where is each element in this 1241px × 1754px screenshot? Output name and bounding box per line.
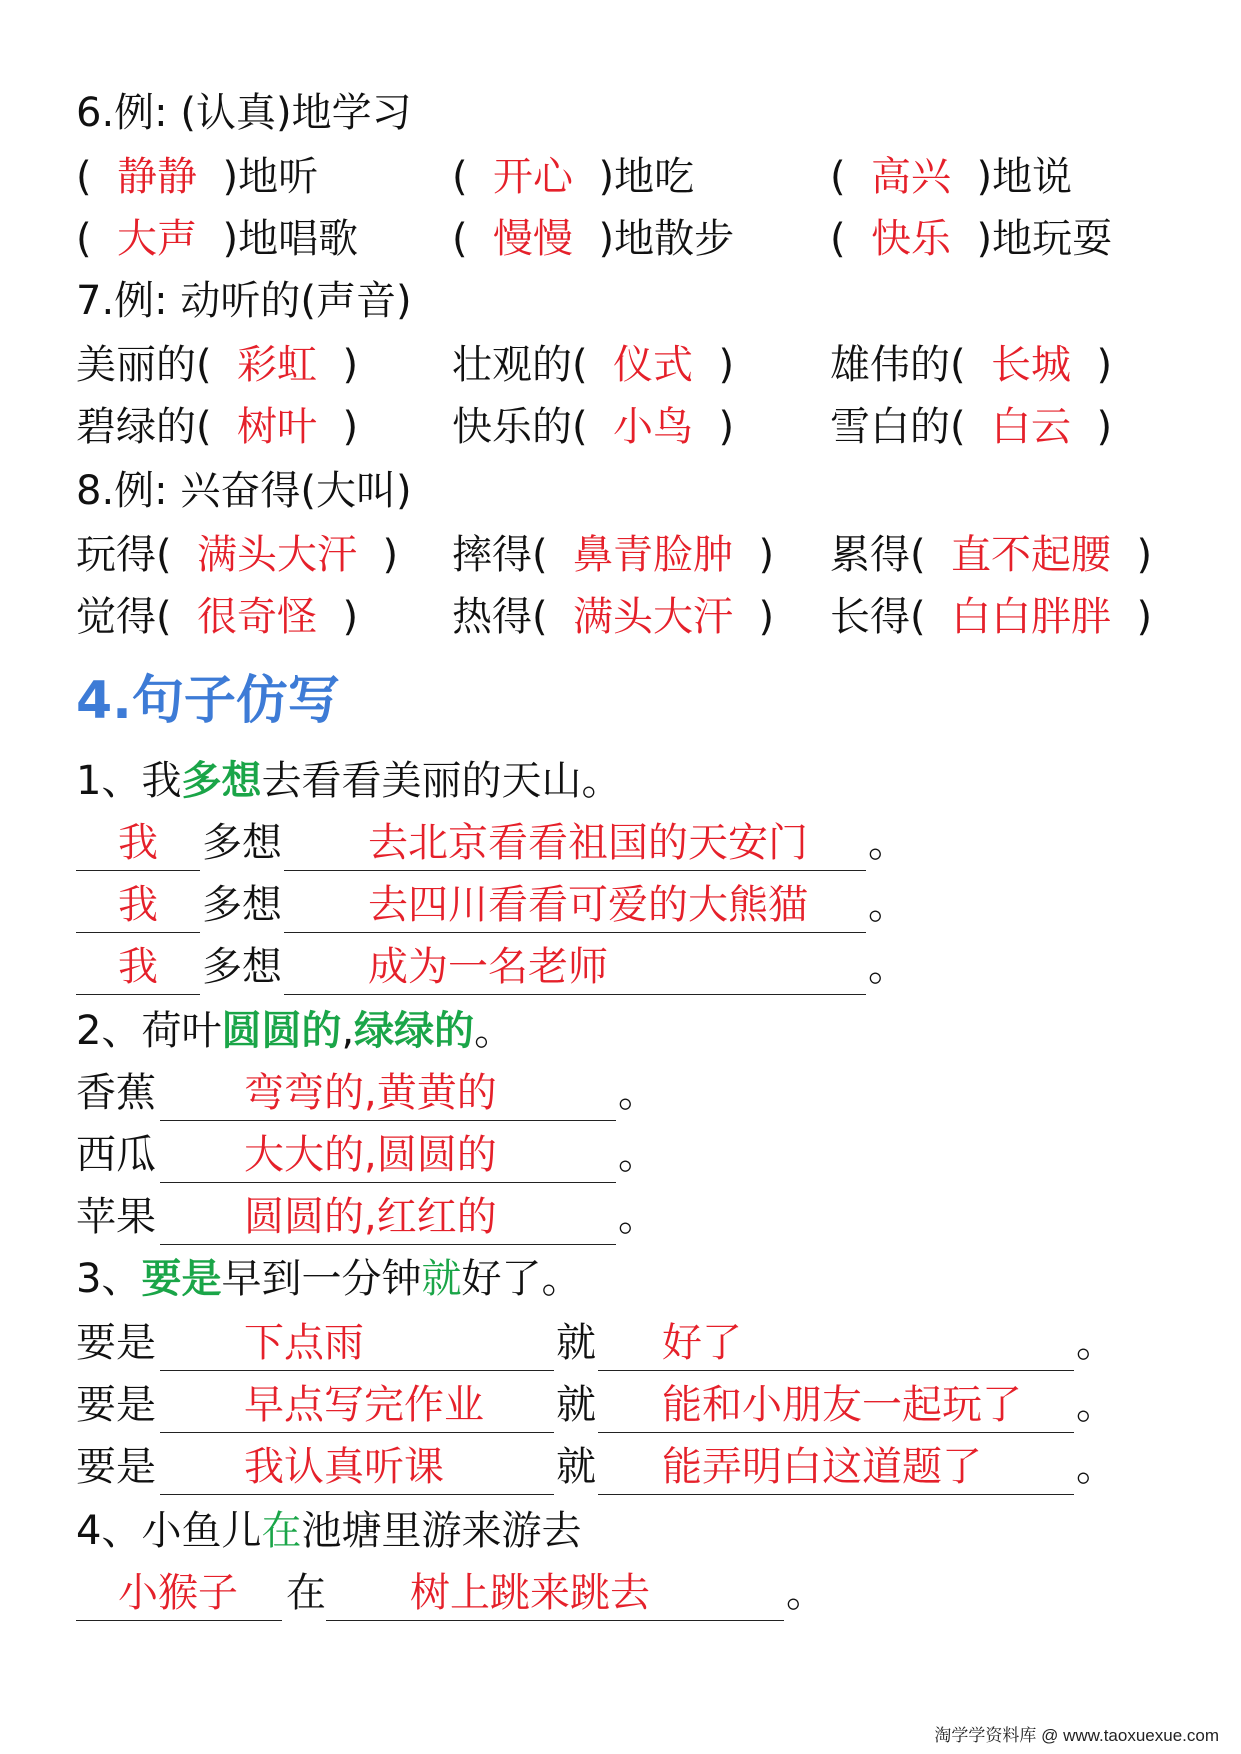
q6-suffix-6: 地玩耍 xyxy=(992,216,1113,262)
s3-blank-b-1[interactable] xyxy=(598,1314,1074,1371)
q8-answer-1: 满头大汗 xyxy=(197,532,358,578)
q7-answer-4: 树叶 xyxy=(237,404,318,450)
s1-answer-b-2: 去四川看看可爱的大熊猫 xyxy=(368,882,808,928)
q8-item-2: 摔得( 鼻青脸肿 ) xyxy=(452,532,775,578)
s3-answer-row-1 xyxy=(0,1314,1241,1372)
s1-answer-a-2: 我 xyxy=(118,882,158,928)
s3-prompt-highlight-1: 要是 xyxy=(141,1256,222,1302)
q7-prefix-3: 雄伟的 xyxy=(830,342,950,388)
q8-item-3: 累得( 直不起腰 ) xyxy=(830,532,1153,578)
s3-label-then-1: 就 xyxy=(556,1320,596,1366)
s1-blank-a-1[interactable] xyxy=(76,814,200,871)
s4-prompt-post: 池塘里游来游去 xyxy=(301,1508,582,1554)
q6-title-row xyxy=(0,84,1241,142)
q6-answer-1: 静静 xyxy=(117,154,198,200)
q6-row-2 xyxy=(0,210,1241,268)
s3-label-then-2: 就 xyxy=(556,1382,596,1428)
s1-answer-a-3: 我 xyxy=(118,944,158,990)
s2-answer-2: 大大的,圆圆的 xyxy=(244,1132,497,1178)
q6-suffix-5: 地散步 xyxy=(614,216,735,262)
s3-answer-b-3: 能弄明白这道题了 xyxy=(662,1444,982,1490)
q8-answer-6: 白白胖胖 xyxy=(951,594,1112,640)
q7-row-1 xyxy=(0,336,1241,394)
s4-prompt-highlight: 在 xyxy=(261,1508,302,1554)
s1-prompt xyxy=(0,752,1241,810)
q7-item-2: 壮观的( 仪式 ) xyxy=(452,342,735,388)
s2-label-2: 西瓜 xyxy=(76,1132,156,1178)
q6-answer-2: 开心 xyxy=(493,154,574,200)
s2-answer-row-2 xyxy=(0,1126,1241,1184)
s4-connector: 在 xyxy=(286,1570,326,1616)
s4-answer-row xyxy=(0,1564,1241,1622)
s2-label-3: 苹果 xyxy=(76,1194,156,1240)
q6-suffix-1: 地听 xyxy=(238,154,319,200)
q8-prefix-3: 累得 xyxy=(830,532,910,578)
q6-answer-6: 快乐 xyxy=(871,216,952,262)
s4-prompt-text xyxy=(76,1502,581,1560)
q8-item-6: 长得( 白白胖胖 ) xyxy=(830,594,1153,640)
s1-answer-b-1: 去北京看看祖国的天安门 xyxy=(368,820,808,866)
s4-prompt-pre: 4、小鱼儿 xyxy=(76,1508,262,1554)
s1-blank-a-3[interactable] xyxy=(76,938,200,995)
q6-item-3: ( 高兴 )地说 xyxy=(830,154,1073,200)
s2-prompt-mid: , xyxy=(341,1008,355,1054)
s3-prompt-mid: 早到一分钟 xyxy=(221,1256,422,1302)
q7-item-3: 雄伟的( 长城 ) xyxy=(830,342,1113,388)
q7-item-1: 美丽的( 彩虹 ) xyxy=(76,342,359,388)
s2-period-2: 。 xyxy=(618,1132,658,1178)
s2-prompt xyxy=(0,1002,1241,1060)
q8-prefix-1: 玩得 xyxy=(76,532,156,578)
q7-item-6: 雪白的( 白云 ) xyxy=(830,404,1113,450)
s4-prompt xyxy=(0,1502,1241,1560)
s2-prompt-pre: 2、荷叶 xyxy=(76,1008,222,1054)
q8-item-4: 觉得( 很奇怪 ) xyxy=(76,594,359,640)
s3-prompt-post: 好了。 xyxy=(461,1256,582,1302)
s1-prompt-text xyxy=(76,752,621,810)
q8-row-2 xyxy=(0,588,1241,646)
s3-period-1: 。 xyxy=(1076,1320,1116,1366)
s3-blank-a-2[interactable] xyxy=(160,1376,554,1433)
q8-row-1 xyxy=(0,526,1241,584)
s2-blank-2[interactable] xyxy=(160,1126,616,1183)
q8-answer-5: 满头大汗 xyxy=(573,594,734,640)
q7-prefix-2: 壮观的 xyxy=(452,342,572,388)
q7-item-4: 碧绿的( 树叶 ) xyxy=(76,404,359,450)
s1-period-1: 。 xyxy=(868,820,908,866)
s3-answer-b-1: 好了 xyxy=(662,1320,742,1366)
q8-item-1: 玩得( 满头大汗 ) xyxy=(76,532,399,578)
s3-answer-row-2 xyxy=(0,1376,1241,1434)
q7-title-row xyxy=(0,272,1241,330)
s2-label-1: 香蕉 xyxy=(76,1070,156,1116)
s1-answer-row-2 xyxy=(0,876,1241,934)
q6-item-2: ( 开心 )地吃 xyxy=(452,154,695,200)
s2-answer-row-1 xyxy=(0,1064,1241,1122)
q8-prefix-4: 觉得 xyxy=(76,594,156,640)
s2-prompt-highlight-1: 圆圆的 xyxy=(221,1008,342,1054)
q8-title-row xyxy=(0,462,1241,520)
q7-prefix-5: 快乐的 xyxy=(452,404,572,450)
q8-prefix-6: 长得 xyxy=(830,594,910,640)
q8-answer-4: 很奇怪 xyxy=(197,594,318,640)
q7-prefix-6: 雪白的 xyxy=(830,404,950,450)
s4-blank-a[interactable] xyxy=(76,1564,282,1621)
s3-blank-a-3[interactable] xyxy=(160,1438,554,1495)
s1-connector-1: 多想 xyxy=(202,820,282,866)
s4-answer-a: 小猴子 xyxy=(118,1570,238,1616)
q8-answer-3: 直不起腰 xyxy=(951,532,1112,578)
q6-answer-3: 高兴 xyxy=(871,154,952,200)
s3-prompt-highlight-2: 就 xyxy=(421,1256,462,1302)
s2-prompt-text xyxy=(76,1002,514,1060)
s1-blank-b-2[interactable] xyxy=(284,876,866,933)
s2-period-3: 。 xyxy=(618,1194,658,1240)
q8-prefix-2: 摔得 xyxy=(452,532,532,578)
s3-answer-b-2: 能和小朋友一起玩了 xyxy=(662,1382,1022,1428)
q7-prefix-4: 碧绿的 xyxy=(76,404,196,450)
q6-suffix-2: 地吃 xyxy=(614,154,695,200)
s3-answer-a-2: 早点写完作业 xyxy=(244,1382,484,1428)
s2-period-1: 。 xyxy=(618,1070,658,1116)
q6-suffix-4: 地唱歌 xyxy=(238,216,359,262)
s2-prompt-highlight-2: 绿绿的 xyxy=(354,1008,475,1054)
s3-blank-b-3[interactable] xyxy=(598,1438,1074,1495)
q6-title: 6.例: (认真)地学习 xyxy=(76,90,412,136)
q6-item-1: ( 静静 )地听 xyxy=(76,154,319,200)
s4-period: 。 xyxy=(786,1570,826,1616)
s3-answer-a-3: 我认真听课 xyxy=(244,1444,444,1490)
s2-prompt-post: 。 xyxy=(474,1008,515,1054)
q7-prefix-1: 美丽的 xyxy=(76,342,196,388)
q6-answer-4: 大声 xyxy=(117,216,198,262)
q7-answer-6: 白云 xyxy=(991,404,1072,450)
s3-label-if-2: 要是 xyxy=(76,1382,156,1428)
s1-period-2: 。 xyxy=(868,882,908,928)
q7-answer-1: 彩虹 xyxy=(237,342,318,388)
q8-prefix-5: 热得 xyxy=(452,594,532,640)
s3-answer-a-1: 下点雨 xyxy=(244,1320,364,1366)
s3-blank-b-2[interactable] xyxy=(598,1376,1074,1433)
s2-answer-3: 圆圆的,红红的 xyxy=(244,1194,497,1240)
q6-answer-5: 慢慢 xyxy=(493,216,574,262)
s1-blank-b-1[interactable] xyxy=(284,814,866,871)
footer-watermark: 淘学学资料库 @ www.taoxuexue.com xyxy=(934,1726,1219,1745)
q8-answer-2: 鼻青脸肿 xyxy=(573,532,734,578)
s2-answer-1: 弯弯的,黄黄的 xyxy=(244,1070,497,1116)
s2-blank-1[interactable] xyxy=(160,1064,616,1121)
q6-item-5: ( 慢慢 )地散步 xyxy=(452,216,735,262)
s2-answer-row-3 xyxy=(0,1188,1241,1246)
s1-answer-a-1: 我 xyxy=(118,820,158,866)
s1-answer-row-3 xyxy=(0,938,1241,996)
s1-prompt-pre: 1、我 xyxy=(76,758,182,804)
s2-blank-3[interactable] xyxy=(160,1188,616,1245)
s1-connector-2: 多想 xyxy=(202,882,282,928)
q7-answer-3: 长城 xyxy=(991,342,1072,388)
s1-blank-b-3[interactable] xyxy=(284,938,866,995)
q6-suffix-3: 地说 xyxy=(992,154,1073,200)
s1-blank-a-2[interactable] xyxy=(76,876,200,933)
s3-prompt-number: 3、 xyxy=(76,1256,142,1302)
q6-row-1 xyxy=(0,148,1241,206)
q7-row-2 xyxy=(0,398,1241,456)
s4-answer-b: 树上跳来跳去 xyxy=(410,1570,650,1616)
s3-label-if-1: 要是 xyxy=(76,1320,156,1366)
s1-prompt-highlight: 多想 xyxy=(181,758,262,804)
s3-period-3: 。 xyxy=(1076,1444,1116,1490)
s1-connector-3: 多想 xyxy=(202,944,282,990)
q7-item-5: 快乐的( 小鸟 ) xyxy=(452,404,735,450)
s3-answer-row-3 xyxy=(0,1438,1241,1496)
s1-answer-b-3: 成为一名老师 xyxy=(368,944,608,990)
s3-period-2: 。 xyxy=(1076,1382,1116,1428)
s3-prompt-text xyxy=(76,1250,581,1308)
q8-item-5: 热得( 满头大汗 ) xyxy=(452,594,775,640)
s1-answer-row-1 xyxy=(0,814,1241,872)
s3-prompt xyxy=(0,1250,1241,1308)
q7-answer-5: 小鸟 xyxy=(613,404,694,450)
q6-item-4: ( 大声 )地唱歌 xyxy=(76,216,359,262)
s3-blank-a-1[interactable] xyxy=(160,1314,554,1371)
s4-blank-b[interactable] xyxy=(326,1564,784,1621)
section-title: 4.句子仿写 xyxy=(76,671,340,731)
q7-answer-2: 仪式 xyxy=(613,342,694,388)
s3-label-if-3: 要是 xyxy=(76,1444,156,1490)
s1-period-3: 。 xyxy=(868,944,908,990)
q7-title: 7.例: 动听的(声音) xyxy=(76,278,412,324)
q6-item-6: ( 快乐 )地玩耍 xyxy=(830,216,1113,262)
s1-prompt-post: 去看看美丽的天山。 xyxy=(261,758,622,804)
q8-title: 8.例: 兴奋得(大叫) xyxy=(76,468,412,514)
s3-label-then-3: 就 xyxy=(556,1444,596,1490)
